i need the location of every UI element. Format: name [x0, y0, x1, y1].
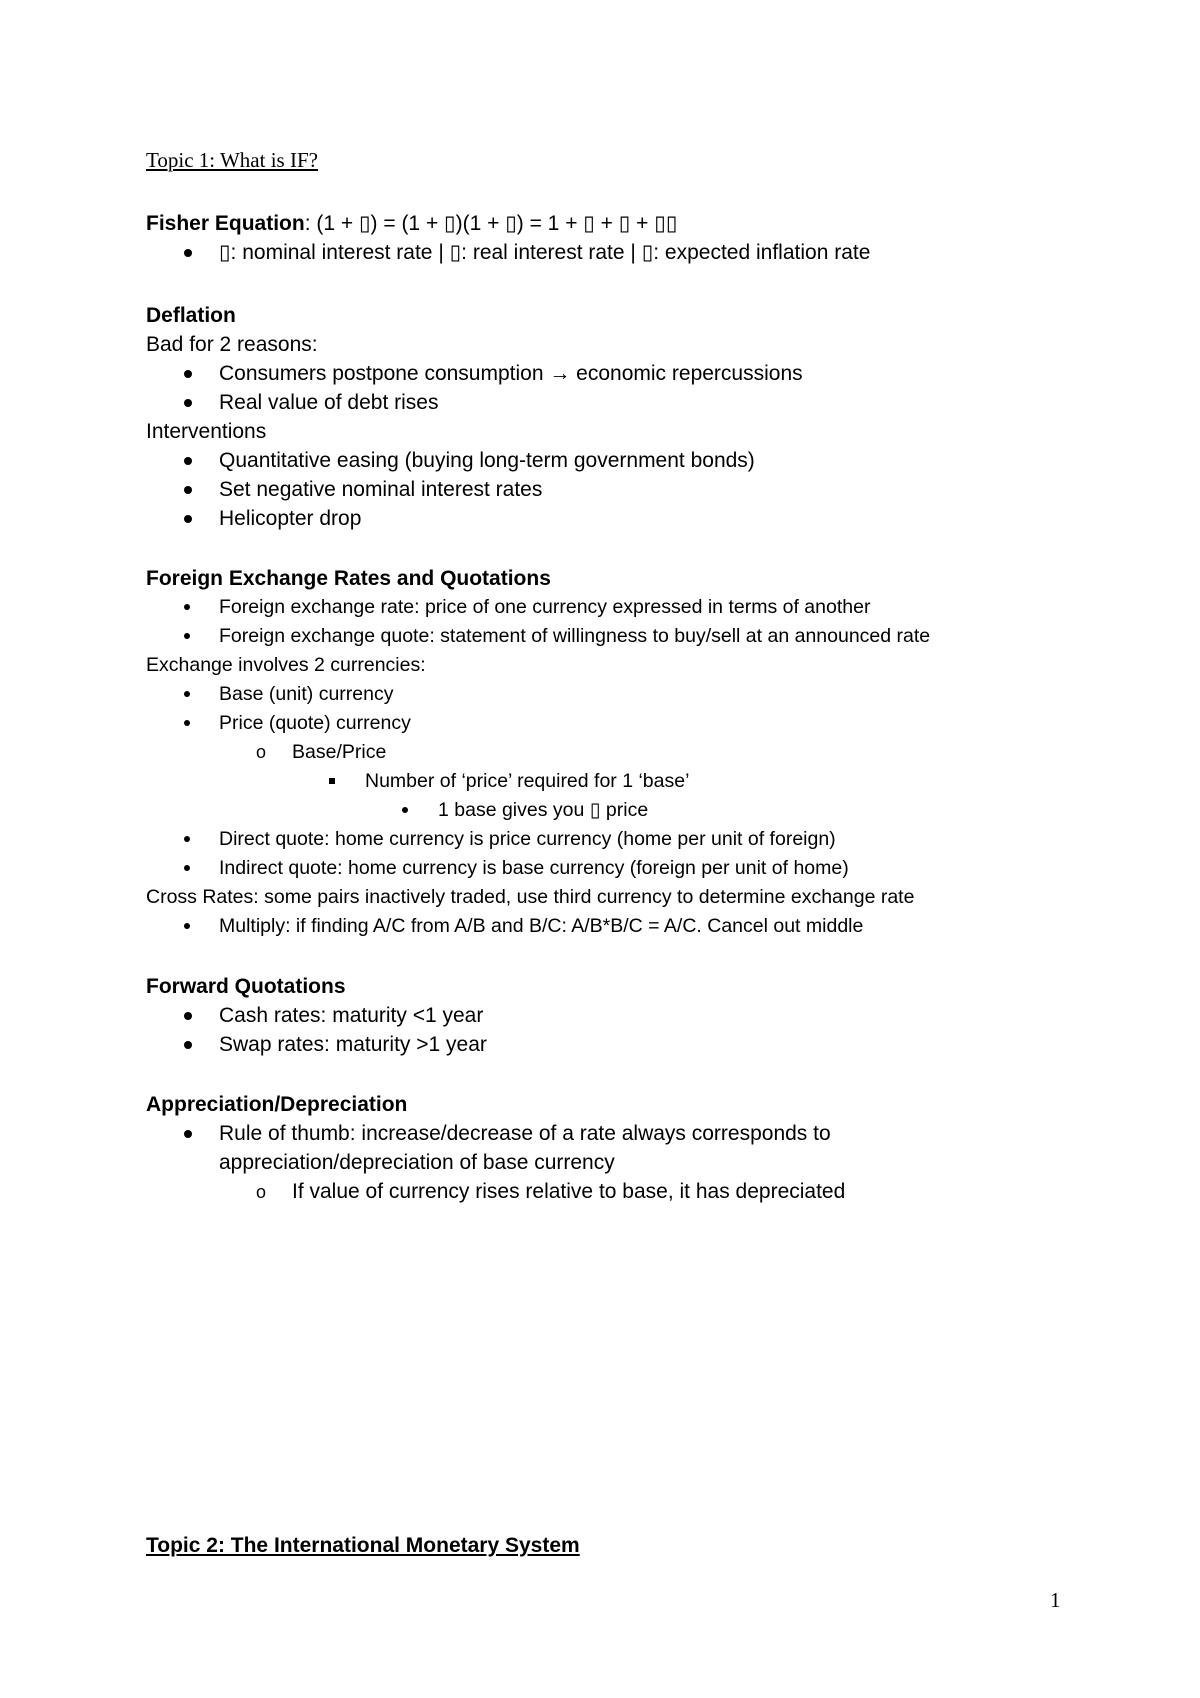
- deflation-reason-item: Real value of debt rises: [146, 388, 1046, 417]
- bullet-dot-icon: [184, 709, 204, 738]
- fisher-equation: : (1 + ▯) = (1 + ▯)(1 + ▯) = 1 + ▯ + ▯ + ▯▯: [304, 212, 678, 235]
- bullet-dot-icon: [184, 238, 204, 267]
- quote-item: Indirect quote: home currency is base currency (foreign per unit of home): [146, 854, 1046, 883]
- bullet-dot-icon: [184, 1030, 204, 1059]
- base-gives-subitem: 1 base gives you ▯ price: [146, 796, 1046, 825]
- bullet-dot-icon: [184, 359, 204, 388]
- bullet-dot-icon: [184, 825, 204, 854]
- deflation-reason-item: Consumers postpone consumption → economic repercussions: [146, 359, 1046, 388]
- cross-rates: Cross Rates: some pairs inactively traded, use third currency to determine exchange rate: [146, 886, 915, 908]
- bullet-dot-icon: [184, 504, 204, 533]
- fx-heading: Foreign Exchange Rates and Quotations: [146, 567, 551, 590]
- intervention-item: Quantitative easing (buying long-term government bonds): [146, 446, 1046, 475]
- quote-item: Direct quote: home currency is price currency (home per unit of foreign): [146, 825, 1046, 854]
- bullet-dot-icon: [184, 475, 204, 504]
- bullet-dot-icon: [184, 388, 204, 417]
- page-number: 1: [1050, 1588, 1061, 1612]
- intervention-item: Set negative nominal interest rates: [146, 475, 1046, 504]
- bullet-circle-icon: o: [256, 1182, 267, 1202]
- fisher-label: Fisher Equation: [146, 212, 305, 235]
- bullet-dot-icon: [184, 446, 204, 475]
- topic2-heading: Topic 2: The International Monetary System: [146, 1534, 580, 1557]
- forward-item: Cash rates: maturity <1 year: [146, 1001, 1046, 1030]
- bullet-dot-icon: [184, 622, 204, 651]
- appdep-rule-item: Rule of thumb: increase/decrease of a rate always corresponds to appreciation/depreciation of base currency: [146, 1119, 939, 1177]
- currency-item: Price (quote) currency: [146, 709, 1046, 738]
- fisher-variables-item: [146, 238, 1046, 267]
- bullet-dot-icon: [184, 1001, 204, 1030]
- bullet-dot-icon: [184, 854, 204, 883]
- deflation-intro: Bad for 2 reasons:: [146, 333, 318, 356]
- base-price-subitem: o Base/Price: [146, 738, 1046, 767]
- fisher-variables-text: ▯: nominal interest rate | ▯: real interest rate | ▯: expected inflation rate: [219, 241, 871, 264]
- fx-definition-item: Foreign exchange quote: statement of willingness to buy/sell at an announced rate: [146, 622, 1046, 651]
- document-content: [146, 146, 1046, 1560]
- appdep-sub-item: o If value of currency rises relative to base, it has depreciated: [146, 1177, 1046, 1206]
- number-price-subitem: Number of ‘price’ required for 1 ‘base’: [146, 767, 1046, 796]
- bullet-square-icon: [329, 767, 349, 796]
- deflation-heading: Deflation: [146, 304, 236, 327]
- forward-heading: Forward Quotations: [146, 975, 346, 998]
- bullet-dot-icon: [184, 912, 204, 941]
- bullet-dot-icon: [402, 796, 422, 825]
- appdep-heading: Appreciation/Depreciation: [146, 1093, 408, 1116]
- forward-item: Swap rates: maturity >1 year: [146, 1030, 1046, 1059]
- currency-item: Base (unit) currency: [146, 680, 1046, 709]
- bullet-dot-icon: [184, 593, 204, 622]
- intervention-item: Helicopter drop: [146, 504, 1046, 533]
- interventions-label: Interventions: [146, 420, 267, 443]
- fx-definition-item: Foreign exchange rate: price of one currency expressed in terms of another: [146, 593, 1046, 622]
- bullet-dot-icon: [184, 680, 204, 709]
- multiply-item: Multiply: if finding A/C from A/B and B/C: A/B*B/C = A/C. Cancel out middle: [146, 912, 1046, 941]
- fisher-equation-line: [146, 209, 1046, 238]
- fx-involves: Exchange involves 2 currencies:: [146, 654, 426, 676]
- topic1-heading: Topic 1: What is IF?: [146, 148, 318, 172]
- bullet-dot-icon: [184, 1119, 204, 1148]
- bullet-circle-icon: o: [256, 742, 267, 762]
